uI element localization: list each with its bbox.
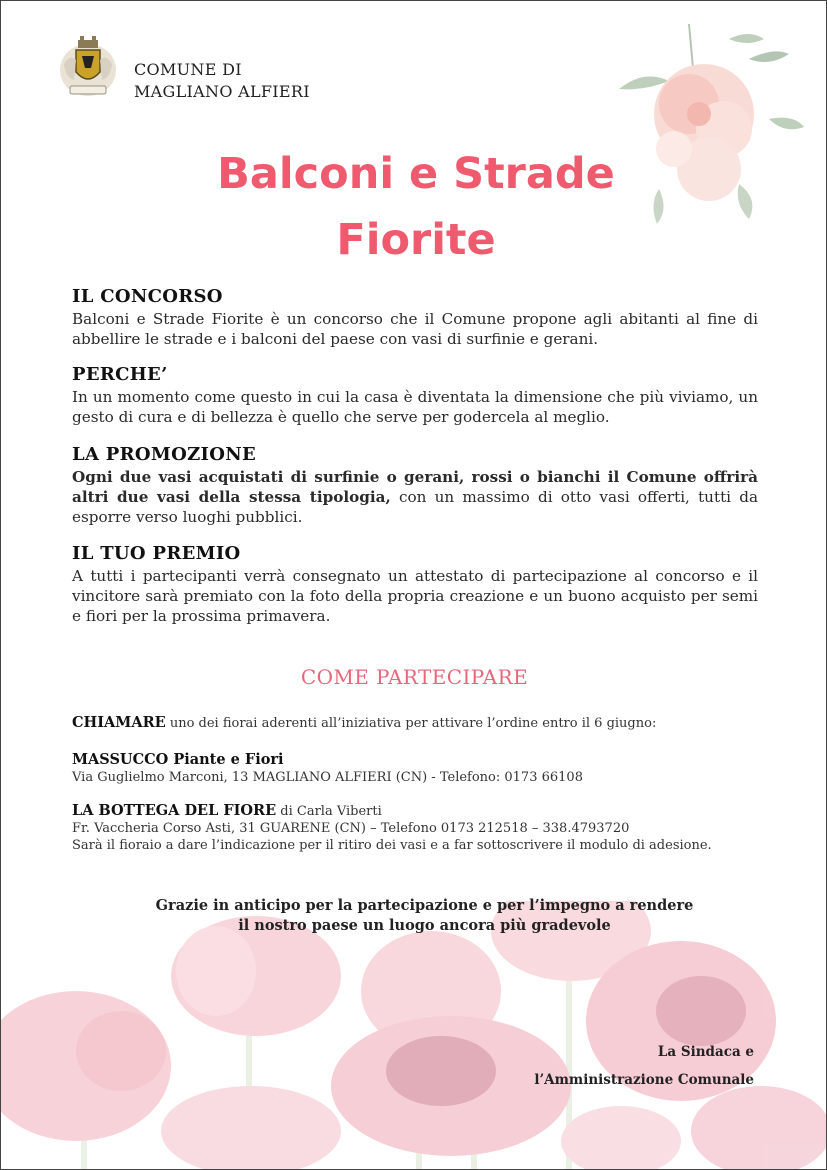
section-promozione — [72, 443, 758, 527]
thanks-message — [1, 896, 827, 936]
call-bold: CHIAMARE — [72, 714, 166, 731]
section-heading: IL TUO PREMIO — [72, 543, 241, 564]
section-heading: LA PROMOZIONE — [72, 444, 256, 465]
section-heading: IL CONCORSO — [72, 286, 223, 307]
florist-owner: di Carla Viberti — [276, 804, 382, 819]
municipality-name — [134, 59, 310, 103]
signature — [534, 1038, 754, 1094]
call-rest: uno dei fiorai aderenti all’iniziativa per attivare l’ordine entro il 6 giugno: — [165, 716, 657, 731]
promo-rest-text: con un massimo di otto vasi offerti, tutti da esporre verso luoghi pubblici. — [72, 488, 758, 526]
thanks-line2: il nostro paese un luogo ancora più gradevole — [238, 917, 611, 934]
section-premio — [72, 542, 758, 626]
section-concorso — [72, 285, 758, 349]
florist-name: MASSUCCO Piante e Fiori — [72, 751, 284, 768]
section-text: Balconi e Strade Fiorite è un concorso che il Comune propone agli abitanti al fine di abbellire le strade e i balconi del paese con vasi di surfinie e gerani. — [72, 310, 758, 348]
florist-address: Via Guglielmo Marconi, 13 MAGLIANO ALFIERI (CN) - Telefono: 0173 66108 — [72, 770, 583, 785]
signature-line2: l’Amministrazione Comunale — [534, 1072, 754, 1088]
section-text-body: In un momento come questo in cui la casa è diventata la dimensione che più viviamo, un gesto di cura e di bellezza è quello che serve per godercela al meglio. — [72, 388, 758, 426]
section-heading: PERCHE’ — [72, 364, 168, 385]
section-perche — [72, 363, 758, 427]
page-title — [121, 141, 711, 273]
section-text — [72, 467, 758, 527]
florist-massucco — [72, 751, 772, 786]
florist-bottega — [72, 802, 772, 854]
call-instruction — [72, 714, 772, 732]
florist-address: Fr. Vaccheria Corso Asti, 31 GUARENE (CN) – Telefono 0173 212518 – 338.4793720 — [72, 821, 630, 836]
municipality-line2: MAGLIANO ALFIERI — [134, 82, 310, 101]
florist-name: LA BOTTEGA DEL FIORE — [72, 802, 277, 819]
thanks-line1: Grazie in anticipo per la partecipazione e per l’impegno a rendere — [155, 897, 694, 914]
florist-note: Sarà il fioraio a dare l’indicazione per il ritiro dei vasi e a far sottoscrivere il modulo di adesione. — [72, 838, 712, 853]
promo-bold-text: Ogni due vasi acquistati di surfinie o gerani, rossi o bianchi il Comune offrirà altri due vasi della stessa tipologia, — [72, 468, 758, 506]
title-line1: Balconi e Strade — [217, 149, 615, 199]
section-text — [72, 387, 758, 427]
poppy-flowers-icon — [1, 901, 826, 1169]
municipal-crest-icon — [58, 34, 118, 100]
how-to-participate-title: COME PARTECIPARE — [300, 665, 529, 689]
section-text: A tutti i partecipanti verrà consegnato un attestato di partecipazione al concorso e il vincitore sarà premiato con la foto della propria creazione e un buono acquisto per semi e fiori per la prossima primavera. — [72, 567, 758, 625]
signature-line1: La Sindaca e — [657, 1044, 754, 1060]
municipality-line1: COMUNE DI — [134, 60, 242, 79]
title-line2: Fiorite — [336, 215, 496, 265]
